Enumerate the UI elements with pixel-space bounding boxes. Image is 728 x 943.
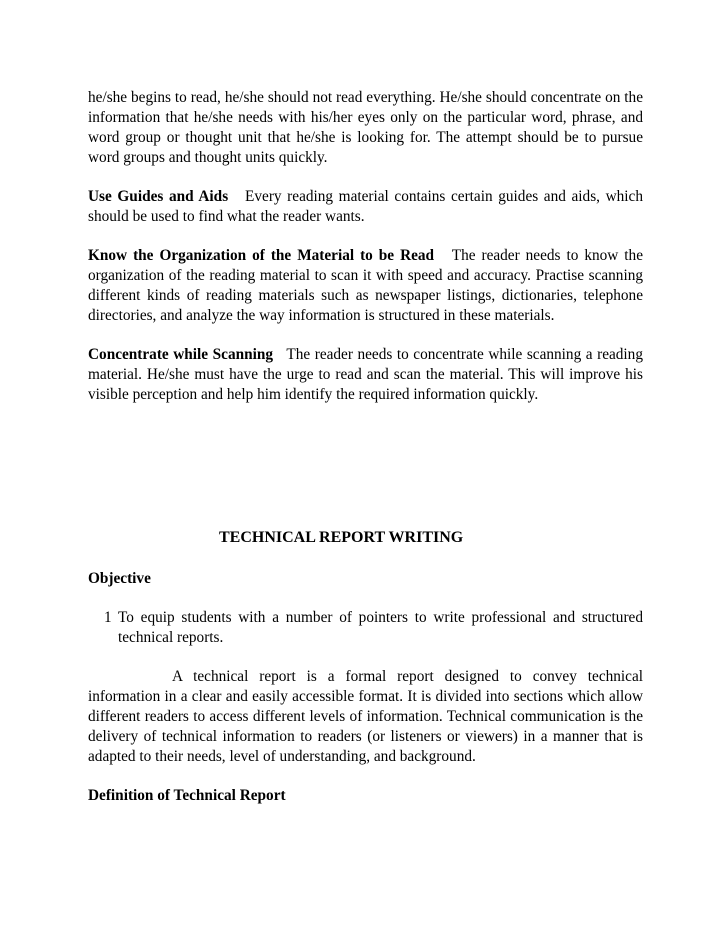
spacer — [88, 589, 643, 608]
chapter-title: TECHNICAL REPORT WRITING — [219, 529, 464, 546]
section-heading: Concentrate while Scanning — [88, 346, 274, 363]
document-page — [88, 88, 643, 806]
section-text: The reader needs to concentrate while scanning a reading material. He/she must have the urge to read and scan the material. This will improve his visible perception and help him identify the required information quickly. — [88, 346, 643, 403]
definition-heading: Definition of Technical Report — [88, 787, 286, 804]
section-text: Every reading material contains certain guides and aids, which should be used to find what the reader wants. — [88, 188, 643, 225]
intro-paragraph: A technical report is a formal report designed to convey technical information in a clear and easily accessible format. It is divided into sections which allow different readers to access different levels of information. Technical communication is the delivery of technical information to readers (or listeners or viewers) in a manner that is adapted to their needs, level of understanding, and background. — [88, 668, 643, 765]
spacer — [88, 648, 643, 667]
section-concentrate — [88, 345, 643, 405]
spacer — [88, 326, 643, 345]
section-guides-aids — [88, 187, 643, 227]
objective-heading: Objective — [88, 570, 151, 587]
list-text: To equip students with a number of pointers to write professional and structured technical reports. — [118, 609, 643, 646]
section-heading: Use Guides and Aids — [88, 188, 229, 205]
section-heading: Know the Organization of the Material to be Read — [88, 247, 435, 264]
objective-item — [88, 608, 643, 648]
spacer — [88, 227, 643, 246]
spacer — [88, 767, 643, 786]
continuation-paragraph: he/she begins to read, he/she should not read everything. He/she should concentrate on the information that he/she needs with his/her eyes only on the particular word, phrase, and word group or thought unit that he/she is looking for. The attempt should be to pursue word groups and thought units quickly. — [88, 89, 643, 166]
spacer — [88, 405, 643, 528]
section-text: The reader needs to know the organization of the reading material to scan it with speed and accuracy. Practise scanning different kinds of reading materials such as newspaper listings, dictionaries, telephone directories, and analyze the way information is structured in these materials. — [88, 247, 643, 324]
section-organization — [88, 246, 643, 326]
spacer — [88, 168, 643, 187]
list-number: 1 — [104, 609, 112, 626]
spacer — [88, 548, 643, 569]
